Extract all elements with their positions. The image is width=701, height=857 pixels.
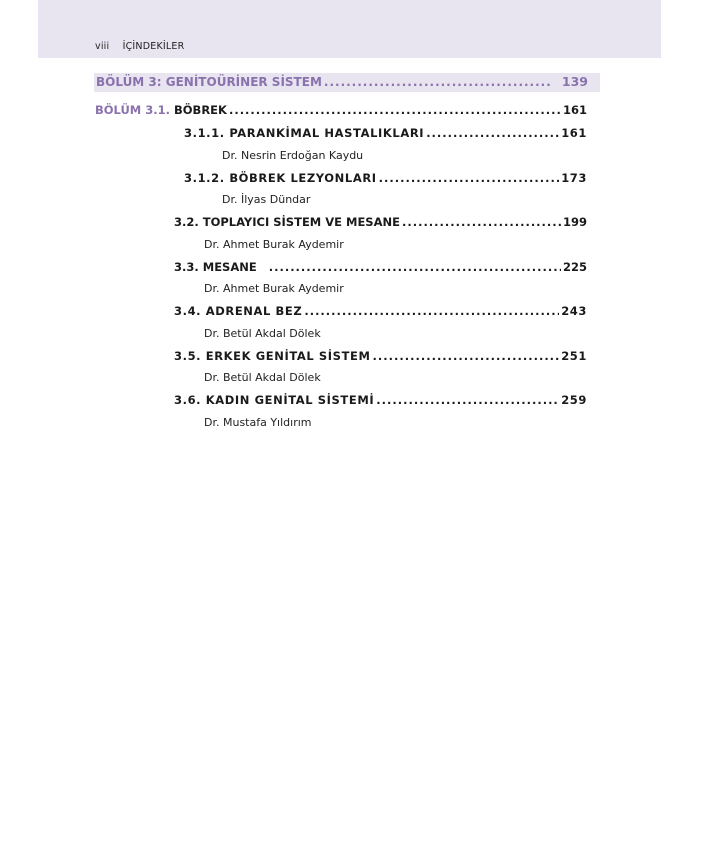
running-header (95, 41, 184, 52)
entry-label: 3.3. MESANE (174, 260, 257, 274)
toc-entry[interactable] (174, 304, 587, 318)
header-page-number: viii (95, 41, 110, 52)
entry-page: 259 (561, 393, 587, 407)
chapter-label (95, 103, 227, 117)
entry-author: Dr. Betül Akdal Dölek (204, 327, 321, 340)
header-title: İÇİNDEKİLER (122, 41, 185, 52)
leader-dots (376, 393, 559, 407)
entry-label: 3.4. ADRENAL BEZ (174, 304, 303, 318)
entry-author: Dr. İlyas Dündar (222, 193, 311, 206)
entry-page: 251 (561, 349, 587, 363)
entry-page: 199 (562, 215, 587, 229)
entry-label: 3.6. KADIN GENİTAL SİSTEMİ (174, 393, 375, 407)
entry-author: Dr. Mustafa Yıldırım (204, 416, 312, 429)
leader-dots (269, 260, 561, 274)
toc-entry[interactable] (184, 171, 587, 185)
leader-dots (402, 215, 561, 229)
entry-label: 3.5. ERKEK GENİTAL SİSTEM (174, 349, 371, 363)
chapter-page: 161 (562, 103, 587, 117)
toc-chapter-row[interactable] (95, 103, 587, 117)
chapter-title: BÖBREK (174, 103, 227, 117)
leader-dots (304, 304, 559, 318)
leader-dots (379, 171, 560, 185)
leader-dots (324, 75, 552, 89)
entry-author: Dr. Ahmet Burak Aydemir (204, 282, 344, 295)
entry-author: Dr. Betül Akdal Dölek (204, 371, 321, 384)
entry-page: 161 (561, 126, 587, 140)
entry-page: 173 (561, 171, 587, 185)
toc-section-heading[interactable] (96, 74, 588, 89)
toc-entry[interactable] (174, 349, 587, 363)
entry-page: 225 (562, 260, 587, 274)
chapter-prefix: BÖLÜM 3.1. (95, 103, 170, 117)
toc-entry[interactable] (174, 215, 587, 229)
section-page: 139 (561, 74, 588, 89)
leader-dots (373, 349, 560, 363)
entry-label: 3.2. TOPLAYICI SİSTEM VE MESANE (174, 215, 400, 229)
leader-dots (229, 103, 561, 117)
entry-author: Dr. Ahmet Burak Aydemir (204, 238, 344, 251)
leader-dots (426, 126, 559, 140)
entry-label: 3.1.2. BÖBREK LEZYONLARI (184, 171, 377, 185)
toc-entry[interactable] (174, 393, 587, 407)
toc-entry[interactable] (174, 260, 587, 274)
toc-entry[interactable] (184, 126, 587, 140)
entry-page: 243 (561, 304, 587, 318)
entry-author: Dr. Nesrin Erdoğan Kaydu (222, 149, 364, 162)
section-label: BÖLÜM 3: GENİTOÜRİNER SİSTEM (96, 75, 322, 89)
entry-label: 3.1.1. PARANKİMAL HASTALIKLARI (184, 126, 425, 140)
